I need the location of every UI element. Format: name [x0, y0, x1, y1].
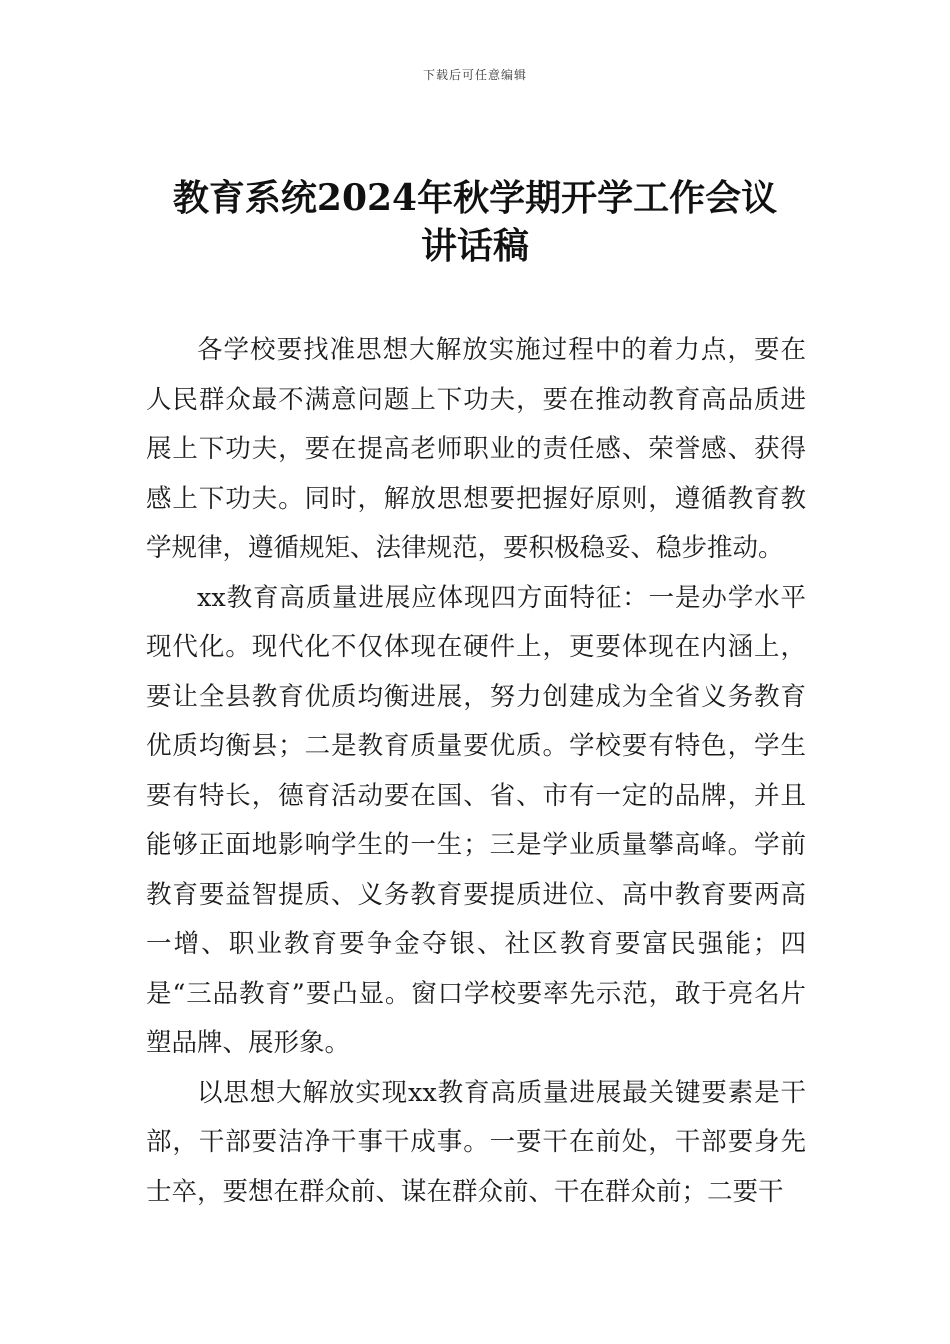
document-body: [146, 326, 806, 1217]
document-title: [0, 174, 950, 270]
paragraph-2: xx教育高质量进展应体现四方面特征：一是办学水平现代化。现代化不仅体现在硬件上，更要体现在内涵上，要让全县教育优质均衡进展，努力创建成为全省义务教育优质均衡县；二是教育质量要优质。学校要有特色，学生要有特长，德育活动要在国、省、市有一定的品牌，并且能够正面地影响学生的一生；三是学业质量攀高峰。学前教育要益智提质、义务教育要提质进位、高中教育要两高一增、职业教育要争金夺银、社区教育要富民强能；四是“三品教育”要凸显。窗口学校要率先示范，敢于亮名片塑品牌、展形象。: [146, 582, 806, 1058]
title-line-2: 讲话稿: [420, 225, 529, 267]
paragraph-3: 以思想大解放实现xx教育高质量进展最关键要素是干部，干部要洁净干事干成事。一要干在前处，干部要身先士卒，要想在群众前、谋在群众前、干在群众前；二要干: [146, 1077, 806, 1207]
paragraph-1: 各学校要找准思想大解放实施过程中的着力点，要在人民群众最不满意问题上下功夫，要在推动教育高品质进展上下功夫，要在提高老师职业的责任感、荣誉感、获得感上下功夫。同时，解放思想要把握好原则，遵循教育教学规律，遵循规矩、法律规范，要积极稳妥、稳步推动。: [146, 335, 806, 563]
header-note: 下载后可任意编辑: [422, 68, 527, 82]
title-line-1: 教育系统2024年秋学期开学工作会议: [172, 177, 778, 219]
